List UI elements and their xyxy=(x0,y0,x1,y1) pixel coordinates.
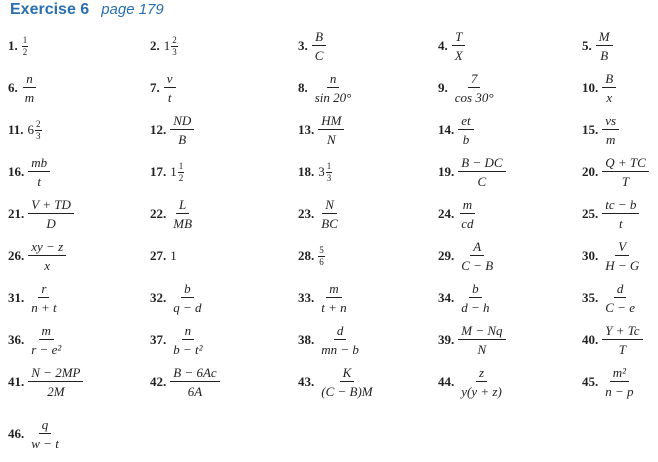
answer-number: 5. xyxy=(582,38,592,53)
denominator: N xyxy=(477,342,487,357)
answer-number: 18. xyxy=(298,164,315,179)
numerator: d xyxy=(614,282,627,298)
answer-item xyxy=(438,110,474,150)
numerator: V + TD xyxy=(28,198,74,214)
answer-number: 27. xyxy=(150,248,167,263)
answer-number: 25. xyxy=(582,206,599,221)
fraction xyxy=(602,324,642,356)
numerator: 1 xyxy=(326,160,332,171)
denominator: B xyxy=(178,132,187,147)
denominator: x xyxy=(606,90,613,105)
numerator: 1 xyxy=(178,160,184,171)
answer-item xyxy=(438,362,505,402)
answer-number: 21. xyxy=(8,206,25,221)
answer-item xyxy=(150,236,177,276)
answer-number: 29. xyxy=(438,248,455,263)
exercise-title: Exercise 6 xyxy=(10,1,90,18)
denominator: C − e xyxy=(605,300,635,315)
answer-number: 9. xyxy=(438,80,448,95)
denominator: 6A xyxy=(187,384,203,399)
numerator: K xyxy=(340,366,355,382)
answer-item xyxy=(150,194,195,234)
answer-item xyxy=(8,152,50,192)
numerator: n xyxy=(182,324,195,340)
answer-item xyxy=(8,278,60,318)
fraction xyxy=(602,114,619,146)
answer-number: 37. xyxy=(150,332,167,347)
denominator: D xyxy=(46,216,56,231)
answer-number: 22. xyxy=(150,206,167,221)
fraction xyxy=(28,418,62,450)
fraction xyxy=(35,120,42,141)
fraction xyxy=(602,198,639,230)
answer-number: 23. xyxy=(298,206,315,221)
numerator: d xyxy=(334,324,347,340)
answer-item xyxy=(8,68,37,108)
numerator: xy − z xyxy=(28,240,66,256)
fraction xyxy=(171,36,178,57)
denominator: mn − b xyxy=(321,342,359,357)
numerator: mb xyxy=(28,156,50,172)
answer-item xyxy=(582,362,637,402)
answer-item xyxy=(150,152,184,192)
answer-number: 42. xyxy=(150,374,167,389)
denominator: 2M xyxy=(47,384,65,399)
denominator: d − h xyxy=(461,300,490,315)
numerator: N − 2MP xyxy=(28,366,83,382)
numerator: b xyxy=(469,282,482,298)
denominator: 2 xyxy=(178,172,184,183)
fraction xyxy=(170,324,205,356)
numerator: m² xyxy=(610,366,629,382)
answer-item xyxy=(582,278,638,318)
numerator: A xyxy=(470,240,484,256)
answer-item xyxy=(438,68,497,108)
fraction xyxy=(458,198,476,230)
numerator: m xyxy=(39,324,54,340)
denominator: MB xyxy=(173,216,193,231)
numerator: M xyxy=(596,30,613,46)
answer-item xyxy=(298,26,326,66)
answer-number: 30. xyxy=(582,248,599,263)
fraction xyxy=(170,198,195,230)
fraction xyxy=(452,30,466,62)
fraction xyxy=(28,366,83,398)
answer-item xyxy=(150,278,205,318)
answer-number: 31. xyxy=(8,290,25,305)
answer-number: 34. xyxy=(438,290,455,305)
fraction xyxy=(458,240,496,272)
denominator: n − p xyxy=(605,384,634,399)
answer-number: 28. xyxy=(298,248,315,263)
answer-item xyxy=(298,110,344,150)
fraction xyxy=(312,30,327,62)
answer-item xyxy=(150,26,178,66)
answer-item xyxy=(298,152,332,192)
denominator: n + t xyxy=(31,300,57,315)
fraction xyxy=(318,198,341,230)
denominator: b − t² xyxy=(173,342,203,357)
fraction xyxy=(22,36,29,57)
numerator: b xyxy=(181,282,194,298)
numerator: n xyxy=(23,72,36,88)
fraction xyxy=(602,282,638,314)
answer-item xyxy=(582,320,643,360)
denominator: cd xyxy=(461,216,474,231)
numerator: q xyxy=(39,418,52,434)
answer-item xyxy=(150,68,176,108)
answer-number: 38. xyxy=(298,332,315,347)
fraction xyxy=(596,30,613,62)
fraction xyxy=(28,156,50,188)
numerator: V xyxy=(615,240,629,256)
numerator: T xyxy=(452,30,465,46)
fraction xyxy=(318,114,344,146)
answer-number: 2. xyxy=(150,38,160,53)
answer-item xyxy=(8,320,64,360)
fraction xyxy=(28,198,74,230)
whole-number: 1 xyxy=(163,38,171,53)
denominator: w − t xyxy=(31,436,59,451)
numerator: B xyxy=(602,72,616,88)
answer-number: 36. xyxy=(8,332,25,347)
answer-number: 4. xyxy=(438,38,448,53)
numerator: B xyxy=(312,30,326,46)
numerator: r xyxy=(38,282,49,298)
fraction xyxy=(22,72,37,104)
denominator: x xyxy=(44,258,51,273)
denominator: q − d xyxy=(173,300,202,315)
fraction xyxy=(326,162,333,183)
fraction xyxy=(28,324,64,356)
denominator: 3 xyxy=(36,130,41,141)
answer-item xyxy=(298,236,325,276)
answer-item xyxy=(438,152,506,192)
answer-number: 8. xyxy=(298,80,308,95)
numerator: v xyxy=(164,72,176,88)
answer-number: 41. xyxy=(8,374,25,389)
denominator: N xyxy=(327,132,336,147)
answer-number: 15. xyxy=(582,122,599,137)
denominator: t xyxy=(37,174,41,189)
answer-item xyxy=(438,320,506,360)
denominator: r − e² xyxy=(31,342,62,357)
answer-item xyxy=(8,26,28,66)
answer-item xyxy=(150,320,206,360)
numerator: 5 xyxy=(319,244,324,255)
answer-item xyxy=(438,278,493,318)
numerator: n xyxy=(327,72,340,88)
denominator: C xyxy=(314,48,324,63)
answer-number: 43. xyxy=(298,374,315,389)
fraction xyxy=(602,156,649,188)
answer-number: 40. xyxy=(582,332,599,347)
answer-item xyxy=(298,362,376,402)
numerator: 2 xyxy=(172,34,177,45)
fraction xyxy=(178,162,185,183)
numerator: vs xyxy=(602,114,619,130)
answer-number: 44. xyxy=(438,374,455,389)
fraction xyxy=(458,366,505,398)
answer-item xyxy=(150,110,194,150)
denominator: (C − B)M xyxy=(321,384,373,399)
numerator: B − DC xyxy=(458,156,505,172)
fraction xyxy=(458,114,473,146)
answer-number: 46. xyxy=(8,426,25,441)
fraction xyxy=(312,72,355,104)
denominator: 3 xyxy=(172,46,177,57)
answer-item xyxy=(582,110,619,150)
answer-item xyxy=(438,236,496,276)
numerator: HM xyxy=(318,114,344,130)
denominator: C xyxy=(477,174,487,189)
answer-value: 1 xyxy=(170,248,177,263)
whole-number: 1 xyxy=(170,164,177,179)
numerator: 7 xyxy=(468,72,481,88)
exercise-header xyxy=(10,1,164,23)
numerator: m xyxy=(326,282,341,298)
answer-item xyxy=(438,26,466,66)
answer-item xyxy=(8,194,74,234)
numerator: Y + Tc xyxy=(602,324,642,340)
answer-number: 6. xyxy=(8,80,18,95)
fraction xyxy=(170,282,204,314)
answer-number: 32. xyxy=(150,290,167,305)
fraction xyxy=(28,282,59,314)
answer-number: 45. xyxy=(582,374,599,389)
answer-number: 26. xyxy=(8,248,25,263)
denominator: 6 xyxy=(319,256,324,267)
answer-item xyxy=(8,236,66,276)
numerator: 2 xyxy=(36,118,41,129)
numerator: tc − b xyxy=(602,198,639,214)
fraction xyxy=(318,366,375,398)
answer-number: 17. xyxy=(150,164,167,179)
answer-item xyxy=(298,194,341,234)
answer-item xyxy=(438,194,477,234)
answer-item xyxy=(8,414,62,454)
fraction xyxy=(164,72,176,104)
answer-number: 13. xyxy=(298,122,315,137)
answer-number: 39. xyxy=(438,332,455,347)
denominator: 3 xyxy=(326,172,332,183)
numerator: z xyxy=(476,366,487,382)
numerator: N xyxy=(322,198,337,214)
answer-number: 11. xyxy=(8,122,24,137)
answer-item xyxy=(8,362,83,402)
numerator: et xyxy=(458,114,473,130)
fraction xyxy=(318,282,349,314)
denominator: BC xyxy=(321,216,338,231)
numerator: Q + TC xyxy=(602,156,649,172)
fraction xyxy=(602,366,636,398)
fraction xyxy=(602,72,616,104)
fraction xyxy=(318,246,325,267)
answer-number: 16. xyxy=(8,164,25,179)
answer-item xyxy=(582,26,613,66)
denominator: t xyxy=(167,90,172,105)
denominator: H − G xyxy=(605,258,640,273)
answer-number: 1. xyxy=(8,38,18,53)
answer-number: 20. xyxy=(582,164,599,179)
answer-number: 10. xyxy=(582,80,599,95)
fraction xyxy=(28,240,66,272)
fraction xyxy=(170,114,194,146)
fraction xyxy=(458,156,505,188)
answer-item xyxy=(150,362,220,402)
answer-item xyxy=(298,68,354,108)
fraction xyxy=(458,282,492,314)
denominator: X xyxy=(454,48,463,63)
fraction xyxy=(602,240,642,272)
denominator: m xyxy=(605,132,616,147)
denominator: y(y + z) xyxy=(461,384,502,399)
fraction xyxy=(458,324,505,356)
numerator: ND xyxy=(170,114,194,130)
answer-number: 7. xyxy=(150,80,160,95)
denominator: 2 xyxy=(22,46,28,57)
denominator: t xyxy=(619,216,623,231)
numerator: 1 xyxy=(22,34,28,45)
answer-number: 19. xyxy=(438,164,455,179)
denominator: B xyxy=(600,48,609,63)
numerator: L xyxy=(176,198,189,214)
fraction xyxy=(170,366,219,398)
denominator: m xyxy=(24,90,35,105)
denominator: T xyxy=(618,342,627,357)
answer-item xyxy=(582,236,642,276)
denominator: C − B xyxy=(461,258,494,273)
numerator: M − Nq xyxy=(458,324,505,340)
answer-item xyxy=(298,278,350,318)
denominator: b xyxy=(462,132,470,147)
denominator: t + n xyxy=(321,300,347,315)
answer-number: 24. xyxy=(438,206,455,221)
page-reference: page 179 xyxy=(101,1,164,18)
whole-number: 6 xyxy=(27,122,35,137)
answer-item xyxy=(8,110,42,150)
answer-number: 33. xyxy=(298,290,315,305)
answer-number: 12. xyxy=(150,122,167,137)
denominator: T xyxy=(621,174,630,189)
whole-number: 3 xyxy=(318,164,325,179)
answer-item xyxy=(582,152,649,192)
fraction xyxy=(318,324,362,356)
numerator: m xyxy=(460,198,475,214)
answer-number: 3. xyxy=(298,38,308,53)
denominator: cos 30° xyxy=(454,90,494,105)
answer-number: 14. xyxy=(438,122,455,137)
answer-number: 35. xyxy=(582,290,599,305)
answer-item xyxy=(298,320,362,360)
answer-item xyxy=(582,68,616,108)
fraction xyxy=(452,72,497,104)
answer-item xyxy=(582,194,639,234)
denominator: sin 20° xyxy=(314,90,352,105)
numerator: B − 6Ac xyxy=(170,366,219,382)
